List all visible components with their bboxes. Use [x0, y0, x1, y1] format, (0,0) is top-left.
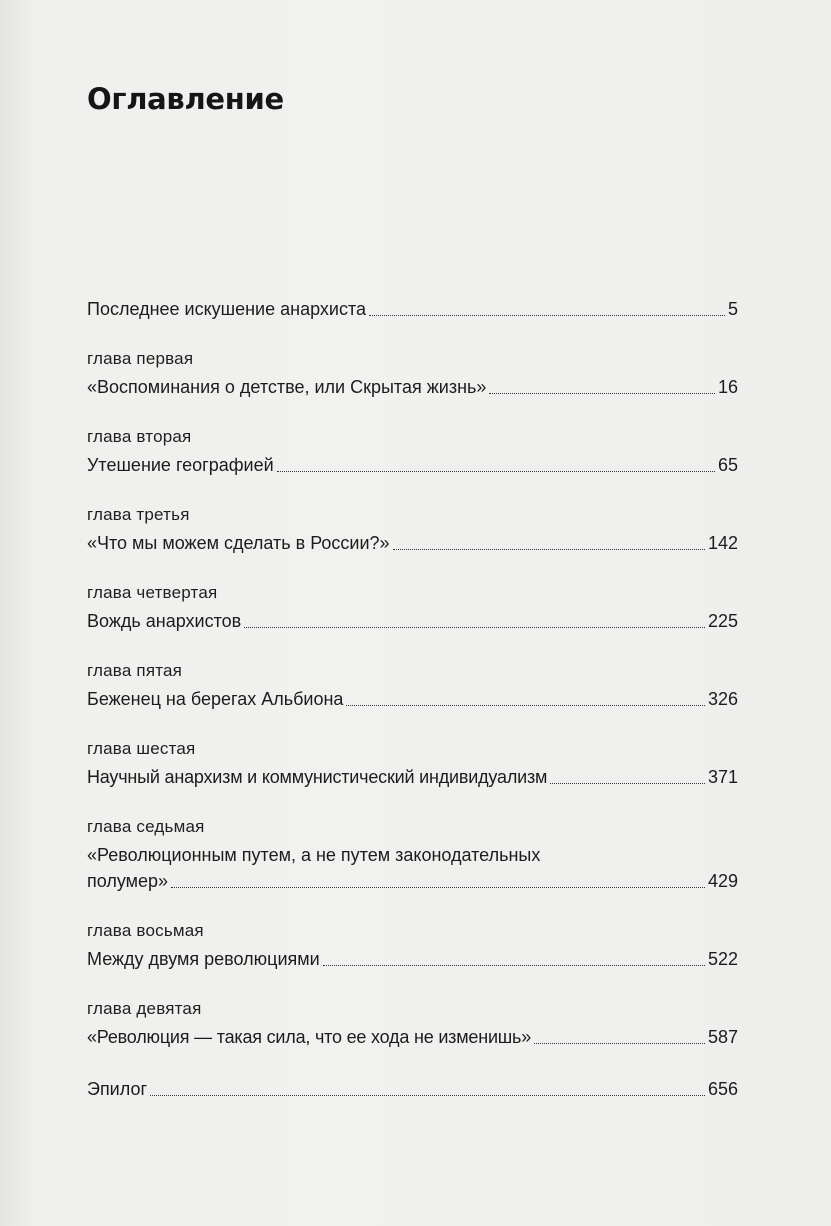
toc-row [87, 686, 738, 712]
toc-page-number: 371 [707, 767, 738, 787]
toc-page-number: 587 [707, 1027, 738, 1047]
toc-entry-title: Между двумя революциями [87, 949, 320, 969]
toc-entry [87, 1076, 738, 1102]
toc-entry-title: «Революционным путем, а не путем законодательных [87, 845, 541, 865]
chapter-label: глава седьмая [87, 817, 205, 836]
chapter-label: глава девятая [87, 999, 202, 1018]
toc-entry-title-line1 [87, 842, 738, 868]
toc-row [87, 530, 738, 556]
dot-leader [393, 548, 705, 550]
toc-entry [87, 736, 738, 790]
toc-row [87, 608, 738, 634]
toc-entry-title: «Воспоминания о детстве, или Скрытая жизнь» [87, 377, 487, 397]
toc-entry [87, 296, 738, 322]
toc-row [87, 868, 738, 894]
dot-leader [171, 886, 705, 888]
dot-leader [369, 314, 725, 316]
toc-page-number: 16 [717, 377, 738, 397]
chapter-label: глава вторая [87, 427, 192, 446]
toc-entry [87, 918, 738, 972]
toc-page-number: 225 [707, 611, 738, 631]
toc-entry [87, 424, 738, 478]
dot-leader [244, 626, 705, 628]
toc-page-number: 522 [707, 949, 738, 969]
toc-page-number: 656 [707, 1079, 738, 1099]
toc-entry [87, 502, 738, 556]
dot-leader [346, 704, 705, 706]
dot-leader [489, 392, 715, 394]
toc-entry-title: Вождь анархистов [87, 611, 242, 631]
toc-row [87, 946, 738, 972]
toc-page-number: 429 [707, 871, 738, 891]
table-of-contents [87, 296, 738, 1102]
toc-entry-title: Последнее искушение анархиста [87, 299, 366, 319]
chapter-label: глава восьмая [87, 921, 204, 940]
toc-entry [87, 658, 738, 712]
dot-leader [323, 964, 705, 966]
toc-entry [87, 996, 738, 1050]
toc-entry-title: «Что мы можем сделать в России?» [87, 533, 390, 553]
toc-page-number: 326 [707, 689, 738, 709]
toc-row [87, 452, 738, 478]
toc-entry [87, 814, 738, 894]
toc-page-number: 5 [727, 299, 738, 319]
dot-leader [150, 1094, 705, 1096]
toc-row [87, 1076, 738, 1102]
toc-entry-title: Научный анархизм и коммунистический индивидуализм [87, 767, 548, 787]
page-title: Оглавление [87, 82, 284, 116]
toc-entry-title: Утешение географией [87, 455, 274, 475]
dot-leader [277, 470, 715, 472]
toc-entry-title: «Революция — такая сила, что ее хода не изменишь» [87, 1027, 532, 1047]
toc-row [87, 1024, 738, 1050]
dot-leader [550, 782, 705, 784]
chapter-label: глава первая [87, 349, 194, 368]
toc-row [87, 296, 738, 322]
toc-entry-title-line2: полумер» [87, 871, 169, 891]
chapter-label: глава четвертая [87, 583, 218, 602]
toc-page-number: 142 [707, 533, 738, 553]
chapter-label: глава шестая [87, 739, 196, 758]
toc-row [87, 374, 738, 400]
chapter-label: глава третья [87, 505, 190, 524]
toc-page-number: 65 [717, 455, 738, 475]
toc-entry-title: Беженец на берегах Альбиона [87, 689, 344, 709]
toc-entry-title: Эпилог [87, 1079, 148, 1099]
dot-leader [534, 1042, 705, 1044]
toc-entry [87, 580, 738, 634]
toc-row [87, 764, 738, 790]
toc-entry [87, 346, 738, 400]
chapter-label: глава пятая [87, 661, 183, 680]
